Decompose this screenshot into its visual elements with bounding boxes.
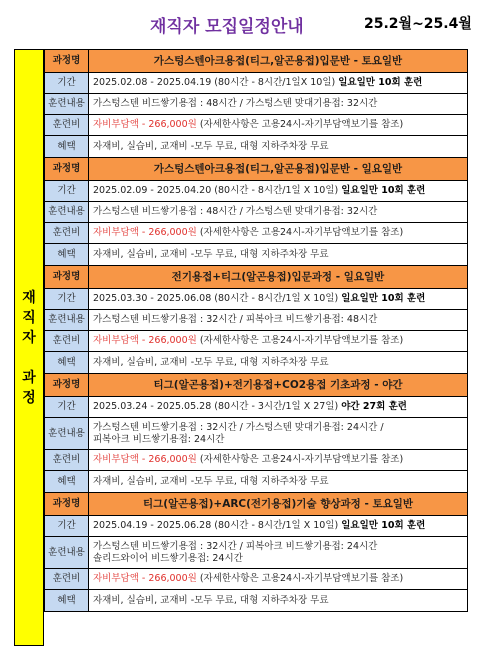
side-category-label: 재 직 자 과 정 (22, 289, 36, 406)
content-value: 가스텅스텐 비드쌓기용접 : 48시간 / 가스텅스텐 맞대기용접: 32시간 (89, 94, 468, 115)
course-name-label: 과정명 (45, 374, 89, 397)
fee-value (89, 115, 468, 136)
fee-label: 훈련비 (45, 223, 89, 244)
course-benefit-row (45, 244, 468, 266)
benefit-value: 자재비, 실습비, 교재비 -모두 무료, 대형 지하주차장 무료 (89, 471, 468, 493)
course-name: 가스텅스텐아크용접(티그,알곤용접)입문반 - 일요일반 (89, 158, 468, 181)
fee-label: 훈련비 (45, 115, 89, 136)
course-content-row (45, 310, 468, 331)
fee-amount: 자비부담액 - 266,000원 (93, 454, 197, 465)
fee-value (89, 569, 468, 590)
fee-amount: 자비부담액 - 266,000원 (93, 227, 197, 238)
fee-value (89, 450, 468, 471)
period-highlight: 일요일만 10회 훈련 (341, 185, 426, 196)
course-header-row (45, 158, 468, 181)
fee-note: (자세한사항은 고용24시-자기부담액보기를 참조) (196, 573, 404, 584)
period-label: 기간 (45, 289, 89, 310)
period-value (89, 516, 468, 537)
course-content-row (45, 202, 468, 223)
course-period-row (45, 73, 468, 94)
schedule-table (44, 49, 468, 612)
fee-note: (자세한사항은 고용24시-자기부담액보기를 참조) (196, 454, 404, 465)
fee-note: (자세한사항은 고용24시-자기부담액보기를 참조) (196, 227, 404, 238)
period-highlight: 야간 27회 훈련 (341, 401, 407, 412)
course-benefit-row (45, 471, 468, 493)
fee-amount: 자비부담액 - 266,000원 (93, 573, 197, 584)
fee-label: 훈련비 (45, 569, 89, 590)
benefit-value: 자재비, 실습비, 교재비 -모두 무료, 대형 지하주차장 무료 (89, 244, 468, 266)
course-benefit-row (45, 136, 468, 158)
course-header-row (45, 374, 468, 397)
content-value: 가스텅스텐 비드쌓기용접 : 32시간 / 피복아크 비드쌓기용접: 24시간 솔리드와이어 비드쌓기용접: 24시간 (89, 537, 468, 569)
content-label: 훈련내용 (45, 94, 89, 115)
side-category-cell (14, 49, 44, 646)
course-fee-row (45, 450, 468, 471)
content-label: 훈련내용 (45, 310, 89, 331)
recruit-period: 25.2월~25.4월 (364, 16, 472, 32)
fee-label: 훈련비 (45, 450, 89, 471)
course-name: 가스텅스텐아크용접(티그,알곤용접)입문반 - 토요일반 (89, 50, 468, 73)
benefit-label: 혜택 (45, 352, 89, 374)
course-name-label: 과정명 (45, 50, 89, 73)
course-name: 티그(알곤용접)+전기용접+CO2용접 기초과정 - 야간 (89, 374, 468, 397)
course-fee-row (45, 569, 468, 590)
benefit-label: 혜택 (45, 471, 89, 493)
course-period-row (45, 516, 468, 537)
period-highlight: 일요일만 10회 훈련 (341, 293, 426, 304)
period-text: 2025.04.19 - 2025.06.28 (80시간 - 8시간/1일 X 10일) (93, 520, 342, 531)
page-title: 재직자 모집일정안내 (150, 17, 304, 37)
course-fee-row (45, 115, 468, 136)
period-label: 기간 (45, 181, 89, 202)
content-label: 훈련내용 (45, 537, 89, 569)
period-highlight: 일요일만 10회 훈련 (341, 520, 426, 531)
period-text: 2025.03.30 - 2025.06.08 (80시간 - 8시간/1일 X 10일) (93, 293, 342, 304)
course-header-row (45, 50, 468, 73)
benefit-value: 자재비, 실습비, 교재비 -모두 무료, 대형 지하주차장 무료 (89, 352, 468, 374)
fee-amount: 자비부담액 - 266,000원 (93, 335, 197, 346)
benefit-label: 혜택 (45, 244, 89, 266)
course-benefit-row (45, 590, 468, 612)
course-period-row (45, 397, 468, 418)
fee-note: (자세한사항은 고용24시-자기부담액보기를 참조) (196, 335, 404, 346)
course-period-row (45, 181, 468, 202)
course-name: 티그(알곤용접)+ARC(전기용접)기술 향상과정 - 토요일반 (89, 493, 468, 516)
content-value: 가스텅스텐 비드쌓기용접 : 32시간 / 가스텅스텐 맞대기용접: 24시간 / 피복아크 비드쌓기용접: 24시간 (89, 418, 468, 450)
course-fee-row (45, 223, 468, 244)
fee-label: 훈련비 (45, 331, 89, 352)
course-fee-row (45, 331, 468, 352)
course-name-label: 과정명 (45, 493, 89, 516)
benefit-label: 혜택 (45, 136, 89, 158)
content-label: 훈련내용 (45, 202, 89, 223)
period-text: 2025.02.08 - 2025.04.19 (80시간 - 8시간/1일X 10일) (93, 77, 339, 88)
content-value: 가스텅스텐 비드쌓기용접 : 48시간 / 가스텅스텐 맞대기용접: 32시간 (89, 202, 468, 223)
period-value (89, 181, 468, 202)
period-label: 기간 (45, 397, 89, 418)
course-benefit-row (45, 352, 468, 374)
course-content-row (45, 94, 468, 115)
course-content-row (45, 537, 468, 569)
fee-value (89, 223, 468, 244)
course-header-row (45, 493, 468, 516)
period-text: 2025.02.09 - 2025.04.20 (80시간 - 8시간/1일 X 10일) (93, 185, 342, 196)
fee-value (89, 331, 468, 352)
benefit-value: 자재비, 실습비, 교재비 -모두 무료, 대형 지하주차장 무료 (89, 590, 468, 612)
period-highlight: 일요일만 10회 훈련 (338, 77, 423, 88)
benefit-label: 혜택 (45, 590, 89, 612)
fee-note: (자세한사항은 고용24시-자기부담액보기를 참조) (196, 119, 404, 130)
period-value (89, 289, 468, 310)
period-label: 기간 (45, 516, 89, 537)
content-label: 훈련내용 (45, 418, 89, 450)
course-name-label: 과정명 (45, 158, 89, 181)
period-text: 2025.03.24 - 2025.05.28 (80시간 - 3시간/1일 X 27일) (93, 401, 342, 412)
benefit-value: 자재비, 실습비, 교재비 -모두 무료, 대형 지하주차장 무료 (89, 136, 468, 158)
course-content-row (45, 418, 468, 450)
course-name: 전기용접+티그(알곤용접)입문과정 - 일요일반 (89, 266, 468, 289)
period-value (89, 73, 468, 94)
course-name-label: 과정명 (45, 266, 89, 289)
course-header-row (45, 266, 468, 289)
period-label: 기간 (45, 73, 89, 94)
content-value: 가스텅스텐 비드쌓기용접 : 32시간 / 피복아크 비드쌓기용접: 48시간 (89, 310, 468, 331)
course-period-row (45, 289, 468, 310)
period-value (89, 397, 468, 418)
fee-amount: 자비부담액 - 266,000원 (93, 119, 197, 130)
